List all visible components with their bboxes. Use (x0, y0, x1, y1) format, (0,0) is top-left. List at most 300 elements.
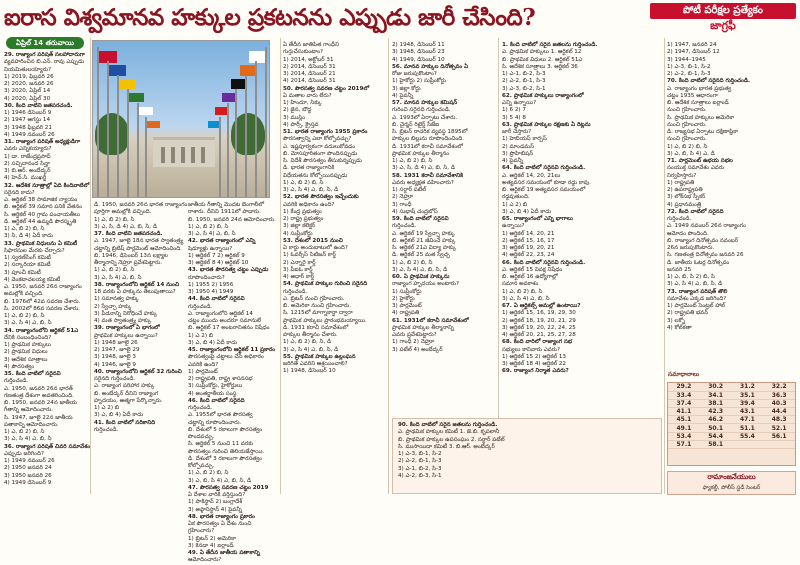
text-line: ఎ. ప్రాథమిక హక్కుల కమిటీ 1. జె.బి. కృపలానీ (398, 429, 500, 436)
text-line: 66. కింది వాటిలో సరైనవి గుర్తించండి. (502, 259, 586, 266)
text-line: 1) ఎ 2) బి (188, 332, 214, 339)
text-line: ఎ. 1993లో ఏర్పాటు చేశారు. (392, 114, 458, 121)
text-line: సరైనది గుర్తించండి. (94, 376, 136, 382)
text-line: 4) పైవన్నీ (502, 158, 524, 164)
answer-cell: 49.1 (668, 424, 700, 432)
section-tag (650, 3, 796, 33)
text-line: హక్కుల తీర్మానం చేశారు. (283, 332, 338, 338)
text-line: 3) 5 4) 8 (502, 114, 526, 121)
answer-cell: 41.1 (668, 408, 700, 416)
text-line: 2) ప్రాథమిక విధులు (4, 349, 48, 356)
text-line: 4) హెచ్.సి. ముఖర్జీ (4, 175, 47, 182)
text-line: 1) ప్రాథమిక హక్కులు (4, 342, 51, 348)
text-line: 3) గాంధీ (392, 201, 412, 208)
text-line: 33. ప్రాథమిక విధులను ఏ కమిటీ (4, 240, 78, 247)
answer-cell: 45.1 (668, 416, 700, 424)
tag-top: పోటీ పరీక్షల ప్రత్యేకం (650, 3, 796, 19)
text-line: 3) పటేల్ 4) అంబేద్కర్ (392, 346, 443, 353)
text-line: గుర్తించండి. (188, 405, 213, 411)
text-line: 72. కింది వాటిలో సరైనది (667, 208, 724, 215)
text-line: 3) సుప్రీంకోర్టు, హైకోర్టులు (188, 383, 243, 390)
text-line: డి. జాతీయ ఓటర్ల దినోత్సవం (667, 259, 730, 266)
text-line: జరిగితే ఎవరిని ఆశ్రయించాలి? (283, 361, 348, 367)
answer-cell: 33.4 (668, 391, 700, 399)
answer-row (668, 391, 795, 399)
text-line: ఎ. ఆర్టికల్ 19 స్వేచ్ఛా హక్కు (392, 230, 455, 237)
text-line: 45. రాజ్యాంగంలోని ఆర్టికల్ 11 ప్రకారం (188, 347, 276, 353)
text-line: 65. రాజ్యాంగంలో ఎన్ని భాగాలు (502, 216, 573, 222)
text-line: 2) 1947, జూలై 29 (94, 347, 140, 353)
text-line: 3) 2014, డిసెంబర్ 21 (283, 71, 336, 77)
text-line: 38. రాజ్యాంగంలోని ఆర్టికల్ 14 నుంచి (94, 281, 180, 288)
text-line: గురించి సరైనది గుర్తించండి. (392, 107, 451, 114)
text-line: బి. దేశంలో 5 రకాలుగా పౌరసత్వం (188, 426, 263, 433)
text-line: ఎ. ఆర్టికల్ 38 సామాజిక న్యాయం (4, 197, 78, 203)
text-line: 55. ప్రాథమిక హక్కుల ఉల్లంఘన (283, 353, 356, 360)
text-line: 44. కింది వాటిలో సరైనవి (188, 296, 245, 303)
text-line: బి. ప్రాథమిక హక్కుల ఉపసంఘం 2. సర్దార్ పటేల్ (398, 436, 505, 443)
text-line: 1) 1947, జనవరి 24 (667, 42, 717, 48)
text-line: 1) సమానత్వ హక్కు (94, 296, 139, 303)
text-line: 3) లోక్‌సభ స్పీకర్ (667, 194, 706, 201)
text-line: ఎప్పుడు జరిగింది? (4, 450, 44, 457)
text-line: గ్రహించారు? (188, 528, 215, 535)
text-line: 32. ఆదేశిక సూత్రాల్లో ఏది కిందివాటిలో (4, 182, 90, 189)
text-line: 2) నెహ్రూ (392, 194, 414, 201)
text-line: 1) ఎ, బి 2) బి, సి (94, 267, 135, 274)
text-line: 68. కింది వారిలో రాజ్యాంగ సభ (502, 339, 573, 346)
text-line: సరైనది కాదు? (4, 189, 35, 196)
text-line: 29. రాజ్యాంగ పరిషత్ సలహాదారుగా (4, 52, 85, 58)
text-line: నియమితులయ్యారు? (4, 66, 52, 73)
answer-row (668, 416, 795, 424)
text-line: 3) 2020, ఏప్రిల్ 14 (4, 88, 51, 95)
text-line: 3) పీడనాన్ని నిరోధించే హక్కు (94, 310, 158, 317)
text-line: 63. ప్రాథమిక హక్కుల రక్షణకు ఏ రిట్లను (502, 121, 591, 128)
text-line: 18 వరకు ఏ హక్కును తెలుపుతాయి? (94, 289, 176, 295)
text-line: గుర్తించండి. (667, 216, 692, 222)
text-line: 3) 1948, డిసెంబర్ 23 (392, 49, 445, 56)
text-line: సి. బ్రిటన్ రాచరిక వ్యవస్థ 1895లో (392, 129, 468, 135)
text-line: 1) స్వరణ్‌సింగ్ కమిటీ (4, 255, 51, 261)
text-line: ఉన్నాయి? (502, 223, 525, 230)
text-line: కోల్పోవచ్చు. (188, 463, 215, 469)
text-line: 3) ముస్లిం (283, 114, 306, 121)
text-line: 71. పార్లమెంట్ ఉభయ సభల (667, 158, 733, 164)
answer-cell: 36.3 (763, 391, 795, 399)
text-line: 3) 1950 జనవరి 26 (4, 472, 52, 479)
text-line: 59. కింది వాటిలో సరైనవి (392, 216, 449, 222)
text-line: 4) ఆర్టికల్ 20, 21, 25, 27, 28 (502, 332, 576, 338)
text-line: 2) ఎ-2, బి-1, సి-3 (667, 71, 711, 77)
answer-cell: 37.4 (668, 399, 700, 407)
column-5 (392, 42, 496, 414)
answer-cell: 35.1 (732, 391, 764, 399)
text-line: 1) ఎ, బి 2) బి, సి (4, 429, 45, 435)
text-line: 4) పైవన్నీ (392, 92, 414, 99)
text-line: సి. గణతంత్ర దినోత్సవం జనవరి 26 (667, 252, 744, 259)
text-line: పౌరసత్వం గురించి తెలియజేస్తాయి. (188, 448, 265, 455)
text-line: 4) 1946, జూలై 9 (94, 361, 136, 368)
text-line: డి. 1931లో కరాచీ సమావేశంలో (392, 143, 463, 150)
text-line: 70. కింది వాటిలో సరైనది గుర్తించండి. (667, 78, 751, 85)
column-4 (283, 42, 385, 494)
text-line: జారీ చేస్తారు? (502, 129, 532, 135)
answer-cell: 54.4 (700, 432, 732, 440)
text-line: గుర్తించండి. (94, 426, 119, 433)
text-line: 1. కింది వాటిలో సరైన జతలను గుర్తించండి. (502, 42, 598, 48)
text-line: సమాన అవకాశం (502, 281, 539, 288)
text-line: ప్రాథమిక హక్కుల తీర్మానం (392, 150, 450, 157)
text-line: 54. ప్రాథమిక హక్కుల గురించి సరైనది (283, 281, 368, 288)
text-line: 1) ఎ-1, బి-2, సి-3 (502, 71, 546, 77)
text-line: వ్యవహరించిన బి.ఎన్. రావు ఎప్పుడు (4, 59, 85, 66)
text-line: 1) పాకిస్థాన్ 2) బంగ్లాదేశ్ (188, 499, 243, 506)
text-line: 3) అఫ్గానిస్థాన్ 4) పైవన్నీ (188, 506, 243, 513)
text-line: 1) ఎ, బి 2) బి, సి (4, 313, 45, 319)
column-6 (502, 42, 662, 414)
text-line: 1) ఆర్టికల్ 7 2) ఆర్టికల్ 9 (188, 252, 245, 259)
text-line: డి. 1931 కరాచీ సమావేశంలో (283, 324, 349, 331)
text-line: 3) ఎ, సి 4) ఎ, బి, సి (188, 231, 236, 237)
text-line: సి. 2002లో 86వ సవరణ చేశారు. (4, 305, 80, 312)
text-line: ప్రాథమిక హక్కుల తీర్మానాన్ని (392, 324, 454, 331)
author-role: ఫ్యాకల్టీ, పోలీస్ స్టడీ సెంటర్ (702, 485, 761, 491)
text-line: 3) 1944–1945 (667, 56, 706, 63)
text-line: అమల్లోకి వచ్చింది. (4, 291, 44, 298)
text-line: 2) రాష్ట్రపతి భవన్ (667, 310, 709, 317)
text-line: 1) ఎ, బి 2) బి, సి (188, 223, 229, 230)
text-line: ఎవరికి ఉంది? (188, 361, 219, 368)
answer-cell: 34.1 (700, 391, 732, 399)
text-line: 2) సచ్చిదానంద సిన్హా (4, 160, 50, 167)
text-line: డి. రాజ్యసభ ఏర్పాటు దక్షిణాఫ్రికా (667, 129, 739, 135)
text-line: 1) ఎ, బి 2) బి, సి (283, 179, 324, 186)
text-line: 35. కింది వాటిలో సరైనవి (4, 371, 61, 377)
text-line: 3) జిల్లా కలెక్టర్ (283, 223, 316, 230)
text-line: 3) ఆర్టికల్ 19, 20, 22, 24, 25 (502, 324, 576, 331)
text-line: 2) 2020, జనవరి 26 (4, 81, 54, 87)
text-line: సి. ఆర్టికల్ 21ఎ విద్యా హక్కు (392, 245, 457, 251)
text-line: 1) కేంద్ర ప్రభుత్వం (283, 208, 322, 215)
text-line: ఎ. రాజ్యాంగంలోని ఆర్టికల్ 14 (188, 310, 253, 317)
text-line: 4) 2020, ఏప్రిల్ 30 (4, 95, 51, 102)
answer-cell: 39.4 (732, 399, 764, 407)
text-line: ఏ మతాల వారు లేరు? (283, 92, 332, 99)
text-line: 90. కింది వాటిలో సరైన జతలను గుర్తించండి. (398, 422, 498, 428)
text-line: ఏక పౌరసత్వం ఏ దేశం నుంచి (188, 521, 252, 527)
text-line: 3) జిల్లా కోర్టు (392, 85, 421, 92)
text-line: సి. 1947, జూలై 22న జాతీయ (4, 414, 73, 421)
text-line: 3) 1948, జూలై 3 (94, 354, 136, 361)
text-line: డి. ఆర్టికల్ 44 ఉమ్మడి పౌరస్మృతి (4, 218, 77, 225)
text-line: ఎ. రాజ్యాంగం భారత ప్రభుత్వ (667, 85, 732, 92)
text-line: 1) సుప్రీంకోర్టు (392, 288, 422, 295)
text-line: 3) పూంచీ కమిటీ (4, 269, 41, 276)
text-line: 4) పార్సీ, క్రైస్తవ (283, 121, 319, 128)
answer-cell: 38.1 (700, 399, 732, 407)
text-line: జనవరి 25 (667, 266, 692, 273)
text-line: 1) పార్లమెంట్ సెంట్రల్ హాల్ (667, 303, 726, 309)
answer-row (668, 383, 795, 391)
text-line: 51. భారత రాజ్యాంగం 1955 ప్రకారం (283, 129, 368, 135)
tag-bottom: జాగ్రఫీ (710, 19, 736, 32)
text-line: ఎవరు ప్రవేశపెట్టారు? (392, 332, 437, 338)
flags-photo (92, 40, 270, 198)
text-line: 2) మాండమస్ (502, 143, 534, 150)
text-line: ఏ తేదీన జాతిపిత గాంధీని (283, 42, 339, 48)
answer-row (668, 399, 795, 407)
text-line: 1) ఎ, బి 2) బి, సి (667, 143, 708, 150)
text-line: 4) కోల్‌కతా (667, 324, 692, 331)
text-line: గుర్తించండి. (392, 223, 417, 230)
text-line: 1) ఎ, బి 2) బి, సి (188, 470, 229, 477)
text-line: డి. భారత రాజ్యాంగానికి (283, 165, 335, 172)
text-line: ఎ. రాజ్యాంగ పరిహార హక్కు (94, 383, 155, 390)
text-line: 4) పౌరసత్వం (4, 363, 35, 370)
text-line: ఎవరు అధ్యక్షత వహించారు? (392, 179, 454, 186)
text-line: పౌరసత్వంపై చట్టాలు చేసే అధికారం (188, 354, 264, 361)
text-line: ఎ. 1947, జూలై 18న భారత స్వాతంత్ర్య (94, 238, 184, 245)
answer-cell: 47.1 (732, 416, 764, 424)
text-line: 1) 2014, అక్టోబర్ 31 (283, 56, 334, 63)
text-line: 2) జైన, బౌద్ధ (283, 107, 312, 114)
text-line: 4) సుప్రీంకోర్టు (283, 230, 313, 237)
text-line: 2) ఆర్టికల్ 18, 19, 20, 21, 29 (502, 317, 576, 324)
answer-cell: 56.1 (763, 432, 795, 440)
text-line: హృదయం, ఆత్మగా పేర్కొన్నారు. (94, 397, 163, 404)
text-line: 4) ఆర్టికల్ 22, 23, 24 (502, 252, 555, 259)
answer-cell: 44.4 (763, 408, 795, 416)
text-line: 1) 1955 2) 1956 (188, 281, 234, 288)
text-line: 1) రాష్ట్రపతి (667, 179, 695, 186)
text-line: 1) గాంధీ 2) నెహ్రూ (392, 339, 435, 346)
text-line: 41. కింది వాటిలో సరికానిది (94, 419, 156, 426)
text-line: ఏ దేశాల వారికి వర్తిస్తుంది? (188, 492, 246, 498)
text-line: 3) ఎ, సి 4) ఎ, బి, సి, డి (667, 281, 723, 288)
text-line: 1) ఆర్టికల్ 14, 20, 21 (502, 230, 555, 237)
text-line: 3) కెనడా 4) ఐర్లాండ్ (188, 542, 234, 549)
text-line: 69. రాజ్యాంగ నిర్మాత ఎవరు? (502, 368, 569, 375)
text-line: పతాకాన్ని ఆమోదించారు. (4, 421, 59, 428)
text-line: 47. పౌరసత్వ సవరణ చట్టం 2019 (188, 484, 269, 491)
text-line: 2) స్వేచ్ఛా హక్కు (94, 303, 132, 310)
text-line: 4) అంతర్జాతీయ సంస్థ (188, 390, 237, 397)
text-line: రూపొందించారు? (188, 274, 225, 281)
text-line: 2) రాష్ట్ర ప్రభుత్వం (283, 216, 324, 222)
answer-row (668, 432, 795, 440)
text-line: 64. కింది వాటిలో సరైనవి గుర్తించండి. (502, 165, 586, 172)
text-line: బి. చైర్మన్ రిటైర్డ్ సీజేఐ (392, 121, 440, 128)
answer-cell: 55.4 (732, 432, 764, 440)
text-line: చట్టం 1935 ఆధారంగా (667, 92, 718, 99)
text-line: ఎవరు ఎన్నికయ్యారు? (4, 146, 52, 153)
text-line: 1) హిందూ, సిక్కు (283, 100, 322, 106)
text-line: 30. కింది వాటిని జతపరచండి. (4, 102, 73, 109)
text-line: జాతీయ గీతాన్ని మొదట బెంగాలీలో (188, 202, 264, 208)
text-line: గుర్తించండి. (283, 288, 308, 295)
text-line: బి. 1950, జనవరి 24న జాతీయ (4, 400, 77, 406)
text-line: 1) ఎ, బి 2) బి, సి (94, 216, 135, 223)
text-line: 1) ఎ-3, బి-1, సి-2 (398, 451, 442, 457)
text-line: 1) ఎ, బి 2) బి, సి (4, 226, 45, 232)
text-line: 4) వెంకటాచలయ్య కమిటీ (4, 276, 61, 283)
text-line: 56. మానవ హక్కుల దినోత్సవం ఏ (392, 63, 469, 70)
text-line: 3) ఎ, సి 4) ఎ, బి, సి (4, 436, 52, 443)
answer-row (668, 424, 795, 432)
text-line: ఎ. ఇష్టపూర్వకంగా వదులుకోవడం (283, 143, 356, 150)
text-line: 1) ఎ, బి, సి 2) బి, సి (667, 274, 715, 280)
answer-cell (763, 440, 795, 448)
column-3 (188, 202, 278, 564)
text-line: 40. రాజ్యాంగంలోని ఆర్టికల్ 32 గురించి (94, 368, 182, 375)
text-line: 3) ఆదేశిక సూత్రాలు (4, 356, 48, 363)
text-line: 62. ప్రాథమిక హక్కులు రాజ్యాంగంలో (502, 92, 584, 99)
text-line: బి. ఆర్టికల్ 21 జీవించే హక్కు (392, 237, 456, 244)
text-line: సి. ప్రాథమిక హక్కులు అమెరికా (667, 114, 735, 121)
text-line: బి. రాజ్యాంగ దినోత్సవం నవంబర్ (667, 237, 739, 244)
text-line: 3) లక్నో (667, 317, 685, 324)
text-line: బి. 1950, జనవరి 24న ఆమోదించారు. (188, 216, 276, 223)
text-line: 3) ఆర్టికల్ 8 4) ఆర్టికల్ 10 (188, 260, 249, 266)
text-line: ప్రాథమిక హక్కులు ప్రారంభమయ్యాయి. (283, 317, 367, 324)
text-line: 73. రాజ్యాంగ పరిషత్ తొలి (667, 288, 728, 295)
bottom-question-box (392, 418, 662, 494)
text-line: గుర్తుచేసుకుంటాం? (283, 49, 324, 56)
text-line: ఎ. బ్రిటన్ నుంచి గ్రహించారు. (283, 295, 345, 302)
text-line: 3) ఎ, సి 4) ఎ, బి, సి (4, 320, 52, 327)
text-line: విధేయతను కోల్పోయినప్పుడు (283, 172, 348, 179)
text-line: బి. 1946, డిసెంబర్ 13న లక్ష్యాల (94, 252, 169, 259)
text-line: 3) ప్రొహిబిషన్ (502, 150, 534, 157)
text-line: 3) 1948 ఫిబ్రవరి 21 (4, 124, 52, 131)
text-line: 50. పౌరసత్వ సవరణ చట్టం 2019లో (283, 85, 370, 92)
answer-key (667, 382, 796, 466)
answer-cell: 43.1 (732, 408, 764, 416)
answer-cell: 50.1 (700, 424, 732, 432)
text-line: 57. మానవ హక్కుల కమిషన్ (392, 100, 458, 106)
answer-cell: 53.4 (668, 432, 700, 440)
text-line: 3) బి.ఆర్. అంబేద్కర్ (4, 168, 51, 174)
text-line: 42. భారత రాజ్యాంగంలో ఎన్ని (188, 238, 256, 245)
text-line: సి. విదేశీ పౌరసత్వం తీసుకున్నప్పుడు (283, 158, 362, 164)
answer-cell: 48.3 (763, 416, 795, 424)
text-line: దేనికి సంబంధించింది? (4, 334, 52, 341)
text-line: నుంచి గ్రహించారు. (667, 107, 707, 114)
text-line: చట్టాన్ని బ్రిటిష్ పార్లమెంట్ ఆమోదించింది. (94, 245, 182, 252)
text-line: 4) ఎ-2, బి-3, సి-1 (398, 472, 442, 479)
text-line: సమావేశం ఎక్కడ జరిగింది? (667, 295, 727, 302)
text-line: 1) సర్దార్ పటేల్ (392, 187, 427, 193)
text-line: 4) 1949 డిసెంబర్ 9 (4, 479, 52, 486)
text-line: 3) ఎ, బి, సి 4) ఎ, డి (667, 150, 715, 157)
text-line: నుంచి గ్రహించారు. (667, 136, 707, 143)
text-line: 3) ఆర్టికల్ 19, 20, 21 (502, 245, 555, 251)
text-line: ఆమోదించారు? (188, 557, 222, 564)
text-line: చట్టం ముందు అందరూ సమానులే (188, 318, 261, 324)
text-line: 3) ఎ, బి, సి 4) ఎ, బి, సి, డి (188, 477, 252, 484)
text-line: ఎవరికి అధికారం ఉంది? (283, 201, 335, 208)
text-line: 48. భారత రాజ్యాంగం ప్రకారం (188, 513, 255, 520)
text-line: సభ్యులు కానివారు ఎవరు? (502, 346, 560, 353)
answer-row (668, 440, 795, 448)
answer-cell (732, 440, 764, 448)
text-line: 2) 2014, డిసెంబర్ 31 (283, 63, 336, 70)
date-bar: ఏప్రిల్ 14 తరువాయి (6, 37, 84, 49)
text-line: బి. ఆర్టికల్ 19 అత్యవసర సమయంలో (502, 187, 586, 193)
text-line: 4) సుభాష్ చంద్రబోస్ (392, 208, 438, 215)
text-line: 1) 6 2) 7 (502, 107, 526, 114)
text-line: 2) 1947, డిసెంబర్ 12 (667, 49, 720, 56)
text-line: 1) ఆర్టికల్ 15 2) ఆర్టికల్ 13 (502, 353, 566, 360)
column-1 (4, 52, 91, 494)
answer-cell: 58.1 (700, 440, 732, 448)
text-line: 2) ఎ-2, బి-1, సి-3 (502, 78, 546, 85)
text-line: 4) 2014, డిసెంబర్ 31 (283, 78, 336, 85)
text-line: 1) 1948, డిసెంబర్ 10 (283, 368, 336, 375)
text-line: 43. భారత పౌరసత్వ చట్టం ఎప్పుడు (188, 267, 269, 274)
text-line: 3) ఎ, సి 4) ఎ, బి, సి, డి (392, 266, 448, 273)
text-line: పూర్తిగా అమల్లోకి వచ్చింది. (94, 209, 152, 216)
text-line: 3) పార్లమెంట్ (392, 303, 422, 309)
text-line: 2) రాష్ట్రపతి, రాష్ట్ర శాసనసభ (188, 376, 253, 382)
headline: ఐరాస విశ్వమానవ హక్కుల ప్రకటనను ఎప్పుడు జారీ చేసింది? (4, 4, 536, 31)
text-line: 2) 1947 ఆగస్టు 14 (4, 117, 51, 124)
text-line: 1) 1949 నవంబర్ 26 (4, 458, 55, 464)
answer-cell: 40.3 (763, 399, 795, 407)
text-line: నుంచి గ్రహించారు. (667, 121, 707, 128)
text-line: 3) ఎ, సి 4) ఎ, బి, సి, డి (283, 187, 339, 193)
text-line: 1) హైకోర్టు 2) సుప్రీంకోర్టు (392, 78, 447, 85)
answer-cell: 46.2 (700, 416, 732, 424)
text-line: ఎ. 1955లో భారత పౌరసత్వ (188, 412, 253, 419)
text-line: 3) ఎ, సి, డి 4) ఎ, బి, సి, డి (94, 223, 157, 230)
author-box (667, 471, 796, 495)
text-line: బి. ఆర్టికల్ 39 సమాన పనికి వేతనం (4, 204, 83, 211)
answer-cell: 52.1 (763, 424, 795, 432)
text-line: షెడ్యూళ్లు ఉన్నాయి? (188, 245, 233, 252)
text-line: 1) ఎ, బి 2) బి, సి (392, 158, 433, 164)
text-line: బి. అమెరికా నుంచి గ్రహించారు. (283, 303, 351, 309)
text-line: డి. 1950, జనవరి 26న భారత రాజ్యాంగం (94, 202, 188, 208)
text-line: 3) ఎ-1, బి-2, సి-3 (398, 465, 442, 472)
text-line: ఎ. 1950, జనవరి 26న భారత్ (4, 385, 73, 392)
text-line: 37. కింది వాటిని జతపరచండి. (94, 231, 163, 237)
text-line: రాజ్యాంగ హృదయం అంటారు? (392, 281, 459, 288)
text-line: 2) 1948, డిసెంబర్ 11 (392, 42, 445, 48)
text-line: పౌరసత్వాన్ని ఎలా కోల్పోవచ్చు? (283, 136, 352, 143)
text-line: గణతంత్ర దేశంగా అవతరించింది. (4, 392, 74, 399)
answer-key-heading: సమాధానాలు (668, 371, 700, 378)
text-line: 4) ఆధార్ కార్డ్ (283, 274, 315, 280)
text-line: గుర్తించండి. (4, 378, 29, 385)
text-line: 3) ఎ, సి 4) ఎ, బి, సి (502, 295, 550, 302)
text-line: 31. రాజ్యాంగ పరిషత్ అధ్యక్షుడిగా (4, 139, 81, 145)
text-line: 1) 1948 జూలై 26 (94, 339, 138, 346)
answer-row (668, 408, 795, 416)
text-line: గుర్తించండి. (188, 303, 213, 310)
text-line: ఎ. ఆర్టికల్ 15 వివక్ష నిషేధం (502, 266, 563, 273)
text-line: 2) ఉపరాష్ట్రపతి (667, 187, 703, 193)
text-line: 1) ఎ-3, బి-1, సి-2 (667, 63, 711, 70)
answer-cell: 30.2 (700, 383, 732, 391)
text-line: 1) ఆర్టికల్ 15, 16, 19, 29, 30 (502, 310, 576, 317)
text-line: 39. రాజ్యాంగంలో ఏ భాగంలో (94, 325, 160, 332)
text-line: 1) హెబియస్ కార్పస్ (502, 136, 547, 143)
text-line: డి. దేశంలో 3 రకాలుగా పౌరసత్వం (188, 455, 262, 462)
text-line: సి. ఆర్టికల్ 5 నుంచి 11 వరకు (188, 441, 254, 448)
column-2 (94, 202, 188, 494)
